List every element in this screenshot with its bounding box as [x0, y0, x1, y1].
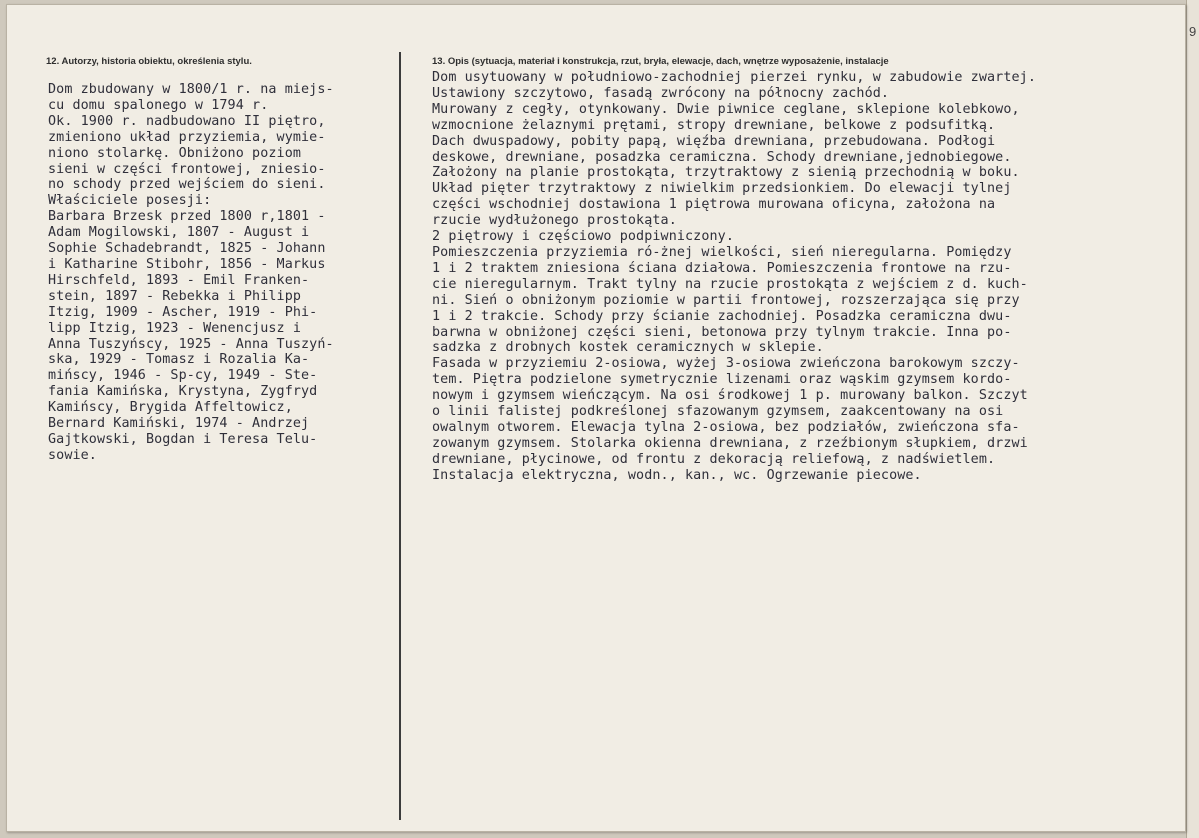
section-12-text: Dom zbudowany w 1800/1 r. na miejs- cu domu spalonego w 1794 r. Ok. 1900 r. nadbudowano II piętro, zmieniono układ przyziemia, wymie- niono stolarkę. Obniżono poziom sieni w części frontowej, zniesio- no schody przed wejściem do sieni. Właściciele posesji: Barbara Brzesk przed 1800 r,1801 - Adam Mogilowski, 1807 - August i Sophie Schadebrandt, 1825 - Johann i Katharine Stibohr, 1856 - Markus Hirschfeld, 1893 - Emil Franken- stein, 1897 - Rebekka i Philipp Itzig, 1909 - Ascher, 1919 - Phi- lipp Itzig, 1923 - Wenencjusz i Anna Tuszyńscy, 1925 - Anna Tuszyń- ska, 1929 - Tomasz i Rozalia Ka- mińscy, 1946 - Sp-cy, 1949 - Ste- fania Kamińska, Krystyna, Zygfryd Kamińscy, Brygida Affeltowicz, Bernard Kamiński, 1974 - Andrzej Gajtkowski, Bogdan i Teresa Telu- sowie.	[48, 82, 334, 463]
section-13-heading: 13. Opis (sytuacja, materiał i konstrukcja, rzut, bryła, elewacje, dach, wnętrze wyposażenie, instalacje	[432, 56, 889, 67]
next-card-edge	[1186, 0, 1199, 838]
column-divider	[399, 52, 401, 820]
section-12-heading: 12. Autorzy, historia obiektu, określenia stylu.	[46, 56, 252, 67]
next-card-mark: 9	[1189, 24, 1197, 39]
section-13-text: Dom usytuowany w południowo-zachodniej pierzei rynku, w zabudowie zwartej. Ustawiony szczytowo, fasadą zwrócony na północny zachód. Murowany z cegły, otynkowany. Dwie piwnice ceglane, sklepione kolebkowo, wzmocnione żelaznymi prętami, stropy drewniane, belkowe z podsufitką. Dach dwuspadowy, pobity papą, więźba drewniana, przebudowana. Podłogi deskowe, drewniane, posadzka ceramiczna. Schody drewniane,jednobiegowe. Założony na planie prostokąta, trzytraktowy z sienią przechodnią w boku. Układ pięter trzytraktowy z niwielkim przedsionkiem. Do elewacji tylnej części wschodniej dostawiona 1 piętrowa murowana oficyna, założona na rzucie wydłużonego prostokąta. 2 piętrowy i częściowo podpiwniczony. Pomieszczenia przyziemia ró-żnej wielkości, sień nieregularna. Pomiędzy 1 i 2 traktem zniesiona ściana działowa. Pomieszczenia frontowe na rzu- cie nieregularnym. Trakt tylny na rzucie prostokąta z wejściem z d. kuch- ni. Sień o obniżonym poziomie w partii frontowej, rozszerzająca się przy 1 i 2 trakcie. Schody przy ścianie zachodniej. Posadzka ceramiczna dwu- barwna w obniżonej części sieni, betonowa przy tylnym trakcie. Inna po- sadzka z drobnych kostek ceramicznych w sklepie. Fasada w przyziemiu 2-osiowa, wyżej 3-osiowa zwieńczona barokowym szczy- tem. Piętra podzielone symetrycznie lizenami oraz wąskim gzymsem kordo- nowym i gzymsem wieńczącym. Na osi środkowej 1 p. murowany balkon. Szczyt o linii falistej podkreślonej sfazowanym gzymsem, zaakcentowany na osi owalnym otworem. Elewacja tylna 2-osiowa, bez podziałów, zwieńczona sfa- zowanym gzymsem. Stolarka okienna drewniana, z rzeźbionym słupkiem, drzwi drewniane, płycinowe, od frontu z dekoracją reliefową, z nadświetlem. Instalacja elektryczna, wodn., kan., wc. Ogrzewanie piecowe.	[432, 70, 1036, 483]
